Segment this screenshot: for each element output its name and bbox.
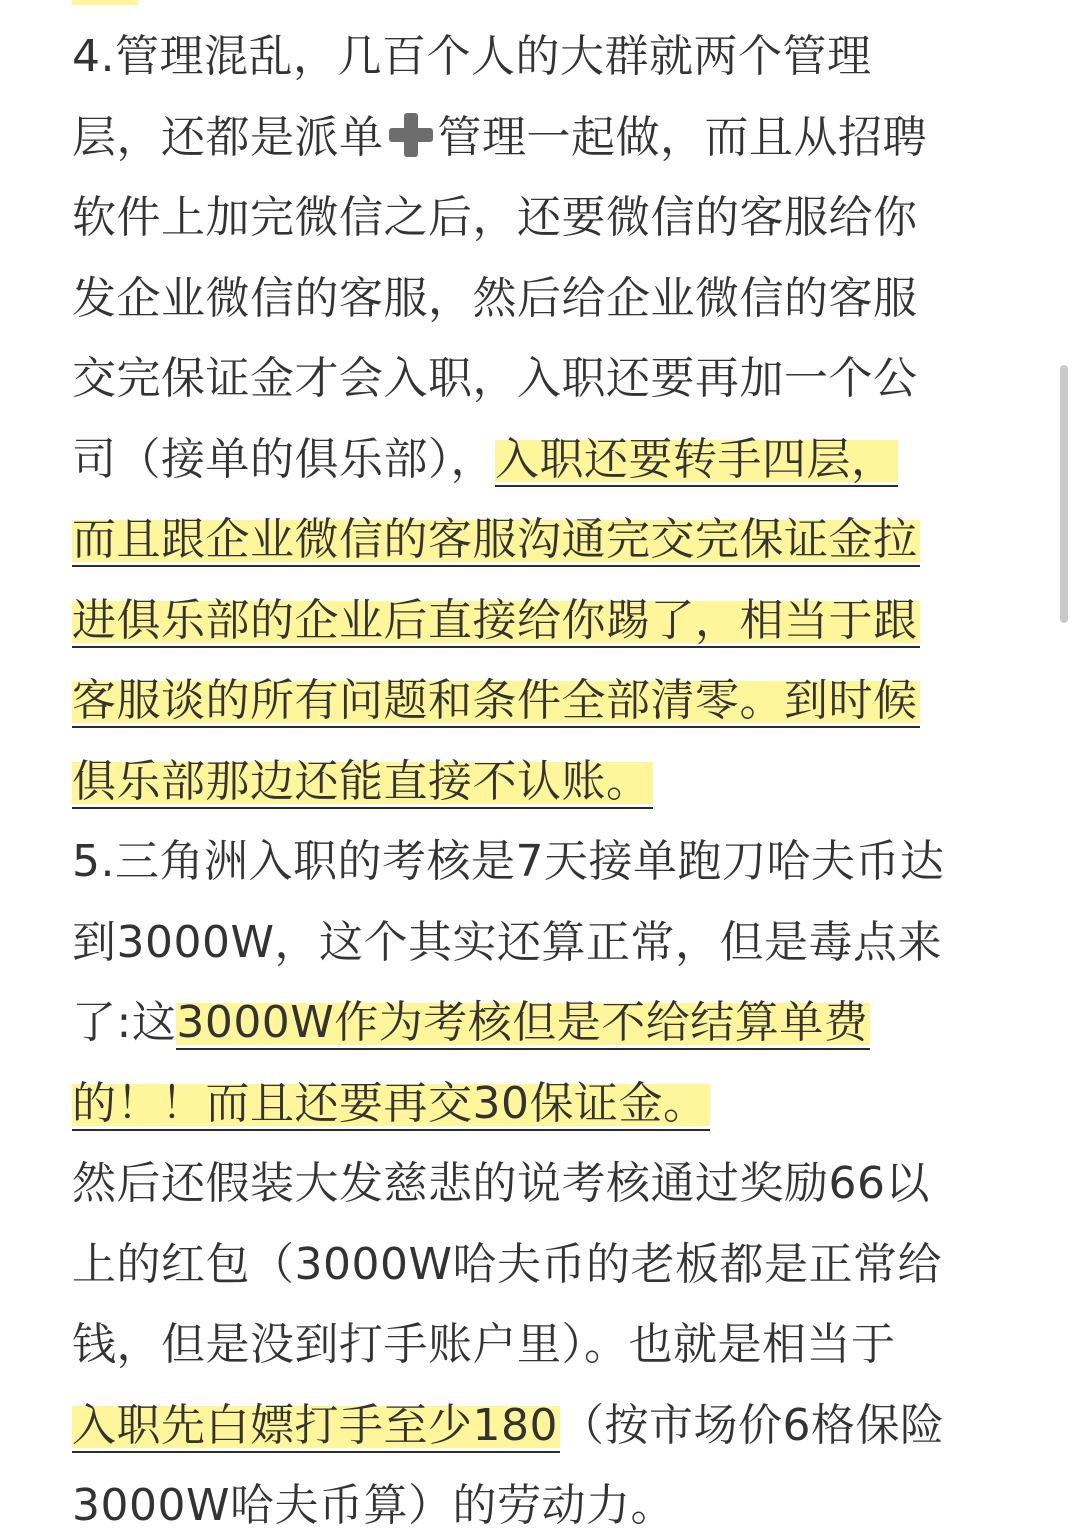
- plus-icon: [386, 110, 436, 160]
- highlighted-text: 俱乐部那边还能直接不认账。: [72, 755, 651, 807]
- highlighted-text: 进俱乐部的企业后直接给你踢了，相当于跟: [72, 594, 918, 646]
- highlighted-text: 客服谈的所有问题和条件全部清零。到时候: [72, 675, 918, 726]
- text-line: [72, 983, 1012, 1064]
- text-line: [72, 1064, 1012, 1145]
- text-line: 交完保证金才会入职，入职还要再加一个公: [72, 353, 918, 404]
- text-line: [72, 420, 1012, 501]
- text-span: 了:这: [72, 997, 177, 1048]
- text-line: 上的红包（3000W哈夫币的老板都是正常给: [72, 1238, 942, 1290]
- text-line: 3000W哈夫币算）的劳动力。: [72, 1480, 675, 1531]
- text-span: 管理一起做，而且从招聘: [437, 111, 927, 163]
- text-line: 然后还假装大发慈悲的说考核通过奖励66以: [72, 1158, 930, 1209]
- previous-highlight-fragment: [72, 0, 138, 5]
- text-span: 司（接单的俱乐部），: [72, 433, 495, 485]
- highlighted-text: 3000W作为考核但是不给结算单费: [176, 997, 869, 1048]
- text-line: 4.管理混乱，几百个人的大群就两个管理: [72, 31, 872, 82]
- text-line: [72, 1386, 1012, 1467]
- text-line: 到3000W，这个其实还算正常，但是毒点来: [72, 916, 942, 968]
- article-body: [72, 17, 1012, 1536]
- text-span: （按市场价6格保险: [559, 1399, 945, 1451]
- text-line: [72, 500, 1012, 581]
- text-line: [72, 661, 1012, 742]
- highlighted-text: 的！！而且还要再交30保证金。: [72, 1077, 708, 1129]
- text-line: 发企业微信的客服，然后给企业微信的客服: [72, 272, 918, 324]
- highlighted-text: 入职还要转手四层，: [495, 433, 896, 485]
- text-line: [72, 742, 1012, 823]
- text-span: 层，还都是派单: [72, 111, 384, 163]
- highlighted-text: 入职先白嫖打手至少180: [72, 1399, 558, 1451]
- text-line: 钱，但是没到打手账户里）。也就是相当于: [72, 1319, 896, 1370]
- text-line: [72, 98, 1012, 179]
- text-line: [72, 581, 1012, 662]
- highlighted-text: 而且跟企业微信的客服沟通完交完保证金拉: [72, 514, 918, 565]
- scrollbar-thumb[interactable]: [1060, 365, 1068, 623]
- text-line: 软件上加完微信之后，还要微信的客服给你: [72, 192, 918, 243]
- text-line: 5.三角洲入职的考核是7天接单跑刀哈夫币达: [72, 836, 945, 887]
